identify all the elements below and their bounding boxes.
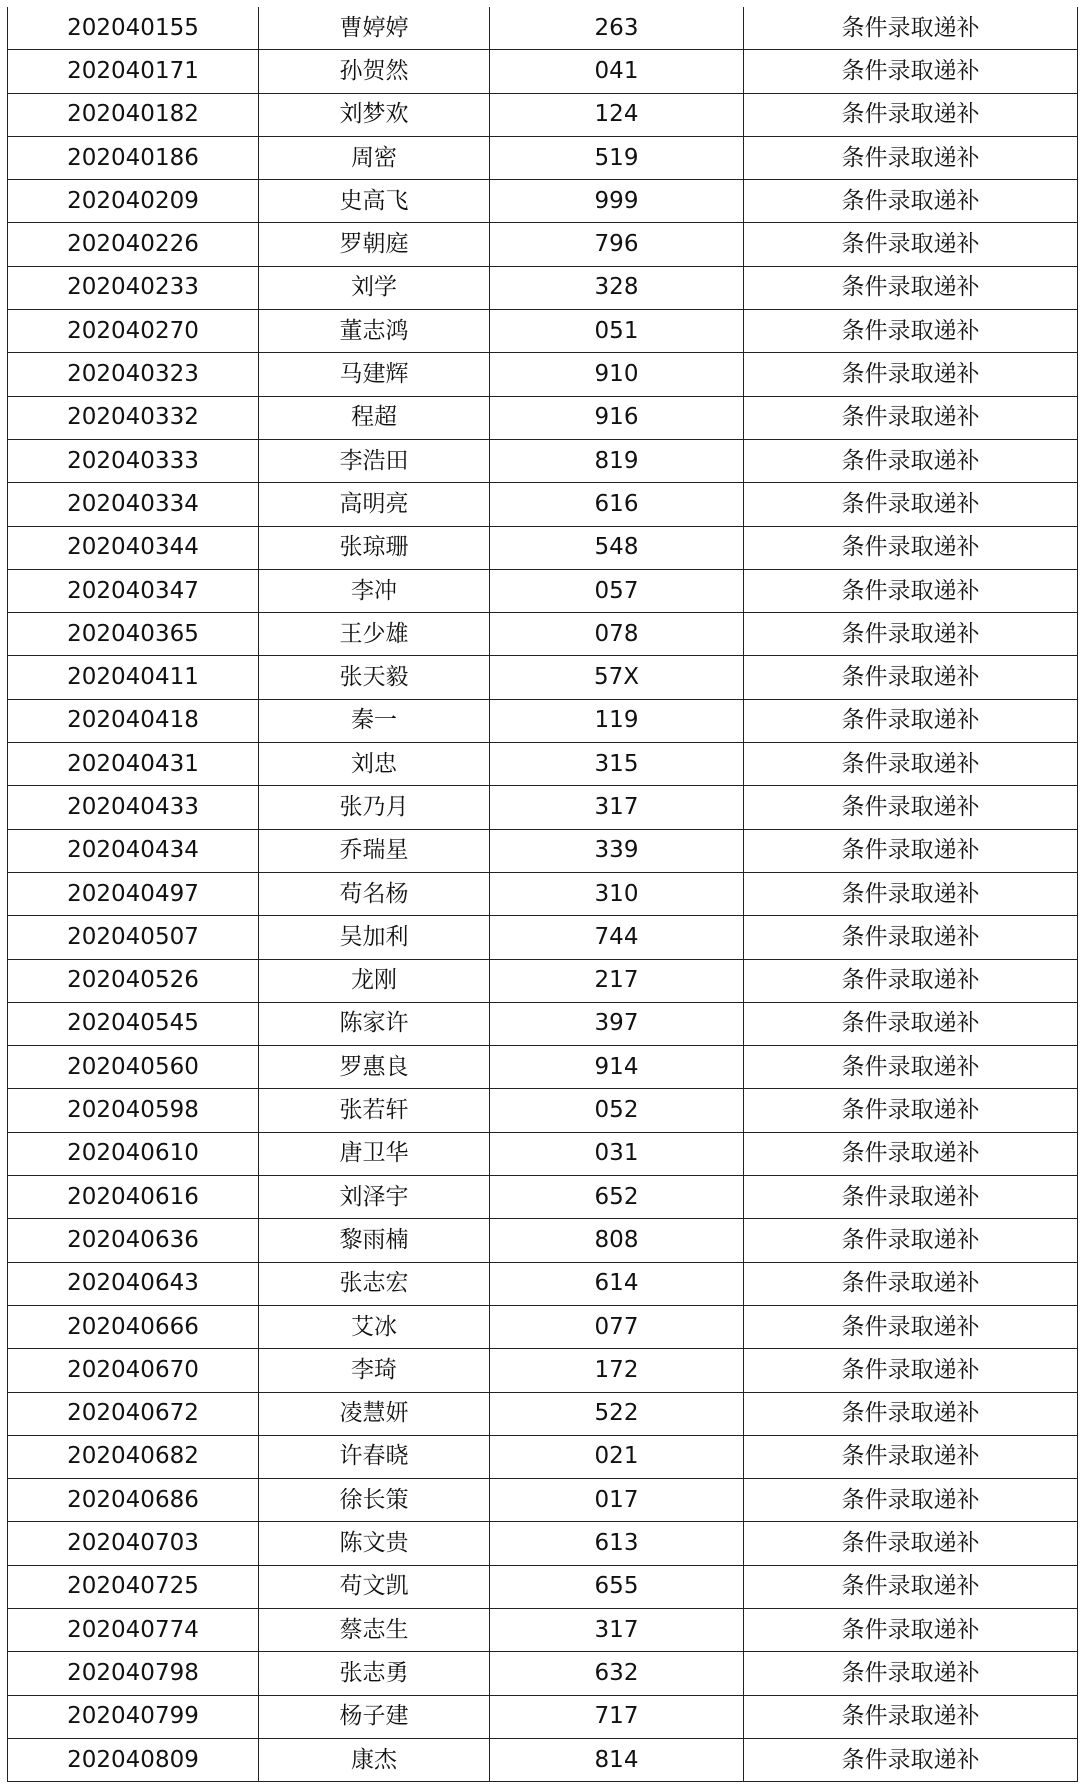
candidate-name-cell: 乔瑞星 [259,829,490,872]
table-row [8,483,1078,526]
id-suffix-cell: 397 [490,1002,744,1045]
candidate-id-cell: 202040209 [8,180,259,223]
id-suffix-cell: 914 [490,1046,744,1089]
candidate-id-cell: 202040598 [8,1089,259,1132]
id-suffix-cell: 57X [490,656,744,699]
table-row [8,569,1078,612]
admission-status-cell: 条件录取递补 [744,1435,1078,1478]
id-suffix-cell: 519 [490,136,744,179]
candidate-id-cell: 202040672 [8,1392,259,1435]
table-row [8,50,1078,93]
table-row [8,1392,1078,1435]
admission-status-cell: 条件录取递补 [744,959,1078,1002]
candidate-id-cell: 202040323 [8,353,259,396]
admission-status-cell: 条件录取递补 [744,872,1078,915]
admission-status-cell: 条件录取递补 [744,93,1078,136]
id-suffix-cell: 808 [490,1219,744,1262]
id-suffix-cell: 119 [490,699,744,742]
admission-status-cell: 条件录取递补 [744,569,1078,612]
table-row [8,613,1078,656]
table-row [8,1089,1078,1132]
candidate-id-cell: 202040347 [8,569,259,612]
admission-status-cell: 条件录取递补 [744,1695,1078,1738]
id-suffix-cell: 616 [490,483,744,526]
id-suffix-cell: 317 [490,786,744,829]
candidate-id-cell: 202040186 [8,136,259,179]
admission-status-cell: 条件录取递补 [744,439,1078,482]
candidate-id-cell: 202040233 [8,266,259,309]
table-row [8,916,1078,959]
candidate-name-cell: 徐长策 [259,1479,490,1522]
table-row [8,1435,1078,1478]
candidate-name-cell: 秦一 [259,699,490,742]
table-row [8,7,1078,50]
candidate-name-cell: 曹婷婷 [259,7,490,50]
id-suffix-cell: 916 [490,396,744,439]
candidate-id-cell: 202040334 [8,483,259,526]
table-row [8,1695,1078,1738]
candidate-id-cell: 202040610 [8,1132,259,1175]
candidate-name-cell: 董志鸿 [259,310,490,353]
candidate-id-cell: 202040434 [8,829,259,872]
roster-sheet [7,7,1073,1783]
id-suffix-cell: 819 [490,439,744,482]
id-suffix-cell: 051 [490,310,744,353]
table-row [8,439,1078,482]
candidate-name-cell: 蔡志生 [259,1608,490,1651]
id-suffix-cell: 522 [490,1392,744,1435]
candidate-id-cell: 202040666 [8,1305,259,1348]
admission-status-cell: 条件录取递补 [744,1046,1078,1089]
table-row [8,1652,1078,1695]
id-suffix-cell: 744 [490,916,744,959]
candidate-id-cell: 202040798 [8,1652,259,1695]
candidate-id-cell: 202040270 [8,310,259,353]
admission-status-cell: 条件录取递补 [744,136,1078,179]
table-row [8,180,1078,223]
table-row [8,353,1078,396]
candidate-name-cell: 陈文贵 [259,1522,490,1565]
candidate-id-cell: 202040686 [8,1479,259,1522]
candidate-name-cell: 唐卫华 [259,1132,490,1175]
candidate-id-cell: 202040809 [8,1738,259,1781]
id-suffix-cell: 339 [490,829,744,872]
candidate-name-cell: 张天毅 [259,656,490,699]
table-row [8,1262,1078,1305]
candidate-id-cell: 202040560 [8,1046,259,1089]
candidate-name-cell: 许春晓 [259,1435,490,1478]
candidate-name-cell: 孙贺然 [259,50,490,93]
table-row [8,136,1078,179]
candidate-name-cell: 康杰 [259,1738,490,1781]
id-suffix-cell: 124 [490,93,744,136]
candidate-id-cell: 202040682 [8,1435,259,1478]
admission-status-cell: 条件录取递补 [744,1305,1078,1348]
candidate-id-cell: 202040670 [8,1349,259,1392]
candidate-id-cell: 202040507 [8,916,259,959]
admission-status-cell: 条件录取递补 [744,1522,1078,1565]
id-suffix-cell: 655 [490,1565,744,1608]
admission-status-cell: 条件录取递补 [744,7,1078,50]
admission-status-cell: 条件录取递补 [744,613,1078,656]
candidate-id-cell: 202040182 [8,93,259,136]
table-row [8,1219,1078,1262]
id-suffix-cell: 652 [490,1176,744,1219]
candidate-name-cell: 罗朝庭 [259,223,490,266]
admission-status-cell: 条件录取递补 [744,1176,1078,1219]
candidate-name-cell: 张志勇 [259,1652,490,1695]
candidate-id-cell: 202040799 [8,1695,259,1738]
table-row [8,1738,1078,1781]
table-row [8,1305,1078,1348]
id-suffix-cell: 217 [490,959,744,1002]
admission-status-cell: 条件录取递补 [744,916,1078,959]
id-suffix-cell: 315 [490,743,744,786]
candidate-id-cell: 202040344 [8,526,259,569]
candidate-id-cell: 202040411 [8,656,259,699]
id-suffix-cell: 814 [490,1738,744,1781]
candidate-name-cell: 凌慧妍 [259,1392,490,1435]
admission-status-cell: 条件录取递补 [744,310,1078,353]
admission-status-cell: 条件录取递补 [744,353,1078,396]
admission-status-cell: 条件录取递补 [744,223,1078,266]
id-suffix-cell: 632 [490,1652,744,1695]
admission-status-cell: 条件录取递补 [744,743,1078,786]
candidate-name-cell: 刘学 [259,266,490,309]
id-suffix-cell: 052 [490,1089,744,1132]
candidate-name-cell: 李浩田 [259,439,490,482]
table-row [8,526,1078,569]
table-row [8,396,1078,439]
admission-status-cell: 条件录取递补 [744,266,1078,309]
admission-status-cell: 条件录取递补 [744,1652,1078,1695]
table-row [8,656,1078,699]
candidate-name-cell: 马建辉 [259,353,490,396]
admission-status-cell: 条件录取递补 [744,1392,1078,1435]
candidate-id-cell: 202040545 [8,1002,259,1045]
admission-status-cell: 条件录取递补 [744,1132,1078,1175]
table-row [8,1132,1078,1175]
id-suffix-cell: 021 [490,1435,744,1478]
candidate-id-cell: 202040497 [8,872,259,915]
id-suffix-cell: 796 [490,223,744,266]
candidate-id-cell: 202040703 [8,1522,259,1565]
candidate-name-cell: 张志宏 [259,1262,490,1305]
table-row [8,1608,1078,1651]
candidate-id-cell: 202040365 [8,613,259,656]
id-suffix-cell: 910 [490,353,744,396]
candidate-name-cell: 李琦 [259,1349,490,1392]
candidate-name-cell: 罗惠良 [259,1046,490,1089]
id-suffix-cell: 078 [490,613,744,656]
candidate-name-cell: 龙刚 [259,959,490,1002]
candidate-name-cell: 高明亮 [259,483,490,526]
table-row [8,829,1078,872]
table-row [8,1176,1078,1219]
candidate-name-cell: 张若轩 [259,1089,490,1132]
table-row [8,266,1078,309]
table-row [8,1046,1078,1089]
candidate-name-cell: 苟名杨 [259,872,490,915]
candidate-name-cell: 艾冰 [259,1305,490,1348]
candidate-name-cell: 李冲 [259,569,490,612]
candidate-id-cell: 202040643 [8,1262,259,1305]
table-row [8,786,1078,829]
candidate-name-cell: 杨子建 [259,1695,490,1738]
candidate-name-cell: 苟文凯 [259,1565,490,1608]
candidate-id-cell: 202040226 [8,223,259,266]
table-row [8,872,1078,915]
id-suffix-cell: 041 [490,50,744,93]
candidate-id-cell: 202040616 [8,1176,259,1219]
id-suffix-cell: 317 [490,1608,744,1651]
id-suffix-cell: 717 [490,1695,744,1738]
candidate-name-cell: 刘忠 [259,743,490,786]
candidate-name-cell: 史高飞 [259,180,490,223]
admission-status-cell: 条件录取递补 [744,1089,1078,1132]
candidate-name-cell: 张乃月 [259,786,490,829]
candidate-name-cell: 黎雨楠 [259,1219,490,1262]
candidate-name-cell: 陈家许 [259,1002,490,1045]
table-row [8,699,1078,742]
id-suffix-cell: 263 [490,7,744,50]
candidate-name-cell: 程超 [259,396,490,439]
id-suffix-cell: 077 [490,1305,744,1348]
candidate-id-cell: 202040526 [8,959,259,1002]
id-suffix-cell: 548 [490,526,744,569]
candidate-id-cell: 202040431 [8,743,259,786]
admission-status-cell: 条件录取递补 [744,396,1078,439]
candidate-id-cell: 202040433 [8,786,259,829]
id-suffix-cell: 057 [490,569,744,612]
table-row [8,1565,1078,1608]
admission-status-cell: 条件录取递补 [744,1608,1078,1651]
id-suffix-cell: 031 [490,1132,744,1175]
candidate-name-cell: 刘梦欢 [259,93,490,136]
roster-table-body [8,7,1078,1782]
admission-status-cell: 条件录取递补 [744,1349,1078,1392]
id-suffix-cell: 613 [490,1522,744,1565]
admission-status-cell: 条件录取递补 [744,526,1078,569]
table-row [8,743,1078,786]
id-suffix-cell: 310 [490,872,744,915]
table-row [8,223,1078,266]
admission-status-cell: 条件录取递补 [744,1738,1078,1781]
table-row [8,1002,1078,1045]
admission-status-cell: 条件录取递补 [744,699,1078,742]
table-row [8,959,1078,1002]
candidate-id-cell: 202040333 [8,439,259,482]
roster-table [7,7,1078,1782]
admission-status-cell: 条件录取递补 [744,483,1078,526]
admission-status-cell: 条件录取递补 [744,1219,1078,1262]
id-suffix-cell: 999 [490,180,744,223]
admission-status-cell: 条件录取递补 [744,1002,1078,1045]
id-suffix-cell: 017 [490,1479,744,1522]
admission-status-cell: 条件录取递补 [744,180,1078,223]
table-row [8,310,1078,353]
id-suffix-cell: 614 [490,1262,744,1305]
admission-status-cell: 条件录取递补 [744,786,1078,829]
candidate-name-cell: 张琼珊 [259,526,490,569]
candidate-id-cell: 202040171 [8,50,259,93]
candidate-id-cell: 202040725 [8,1565,259,1608]
id-suffix-cell: 328 [490,266,744,309]
id-suffix-cell: 172 [490,1349,744,1392]
table-row [8,1522,1078,1565]
admission-status-cell: 条件录取递补 [744,829,1078,872]
table-row [8,1479,1078,1522]
admission-status-cell: 条件录取递补 [744,1262,1078,1305]
candidate-id-cell: 202040155 [8,7,259,50]
admission-status-cell: 条件录取递补 [744,50,1078,93]
candidate-name-cell: 吴加利 [259,916,490,959]
candidate-id-cell: 202040636 [8,1219,259,1262]
admission-status-cell: 条件录取递补 [744,1479,1078,1522]
admission-status-cell: 条件录取递补 [744,1565,1078,1608]
candidate-id-cell: 202040774 [8,1608,259,1651]
admission-status-cell: 条件录取递补 [744,656,1078,699]
candidate-name-cell: 王少雄 [259,613,490,656]
candidate-id-cell: 202040332 [8,396,259,439]
candidate-id-cell: 202040418 [8,699,259,742]
table-row [8,1349,1078,1392]
table-row [8,93,1078,136]
candidate-name-cell: 刘泽宇 [259,1176,490,1219]
candidate-name-cell: 周密 [259,136,490,179]
